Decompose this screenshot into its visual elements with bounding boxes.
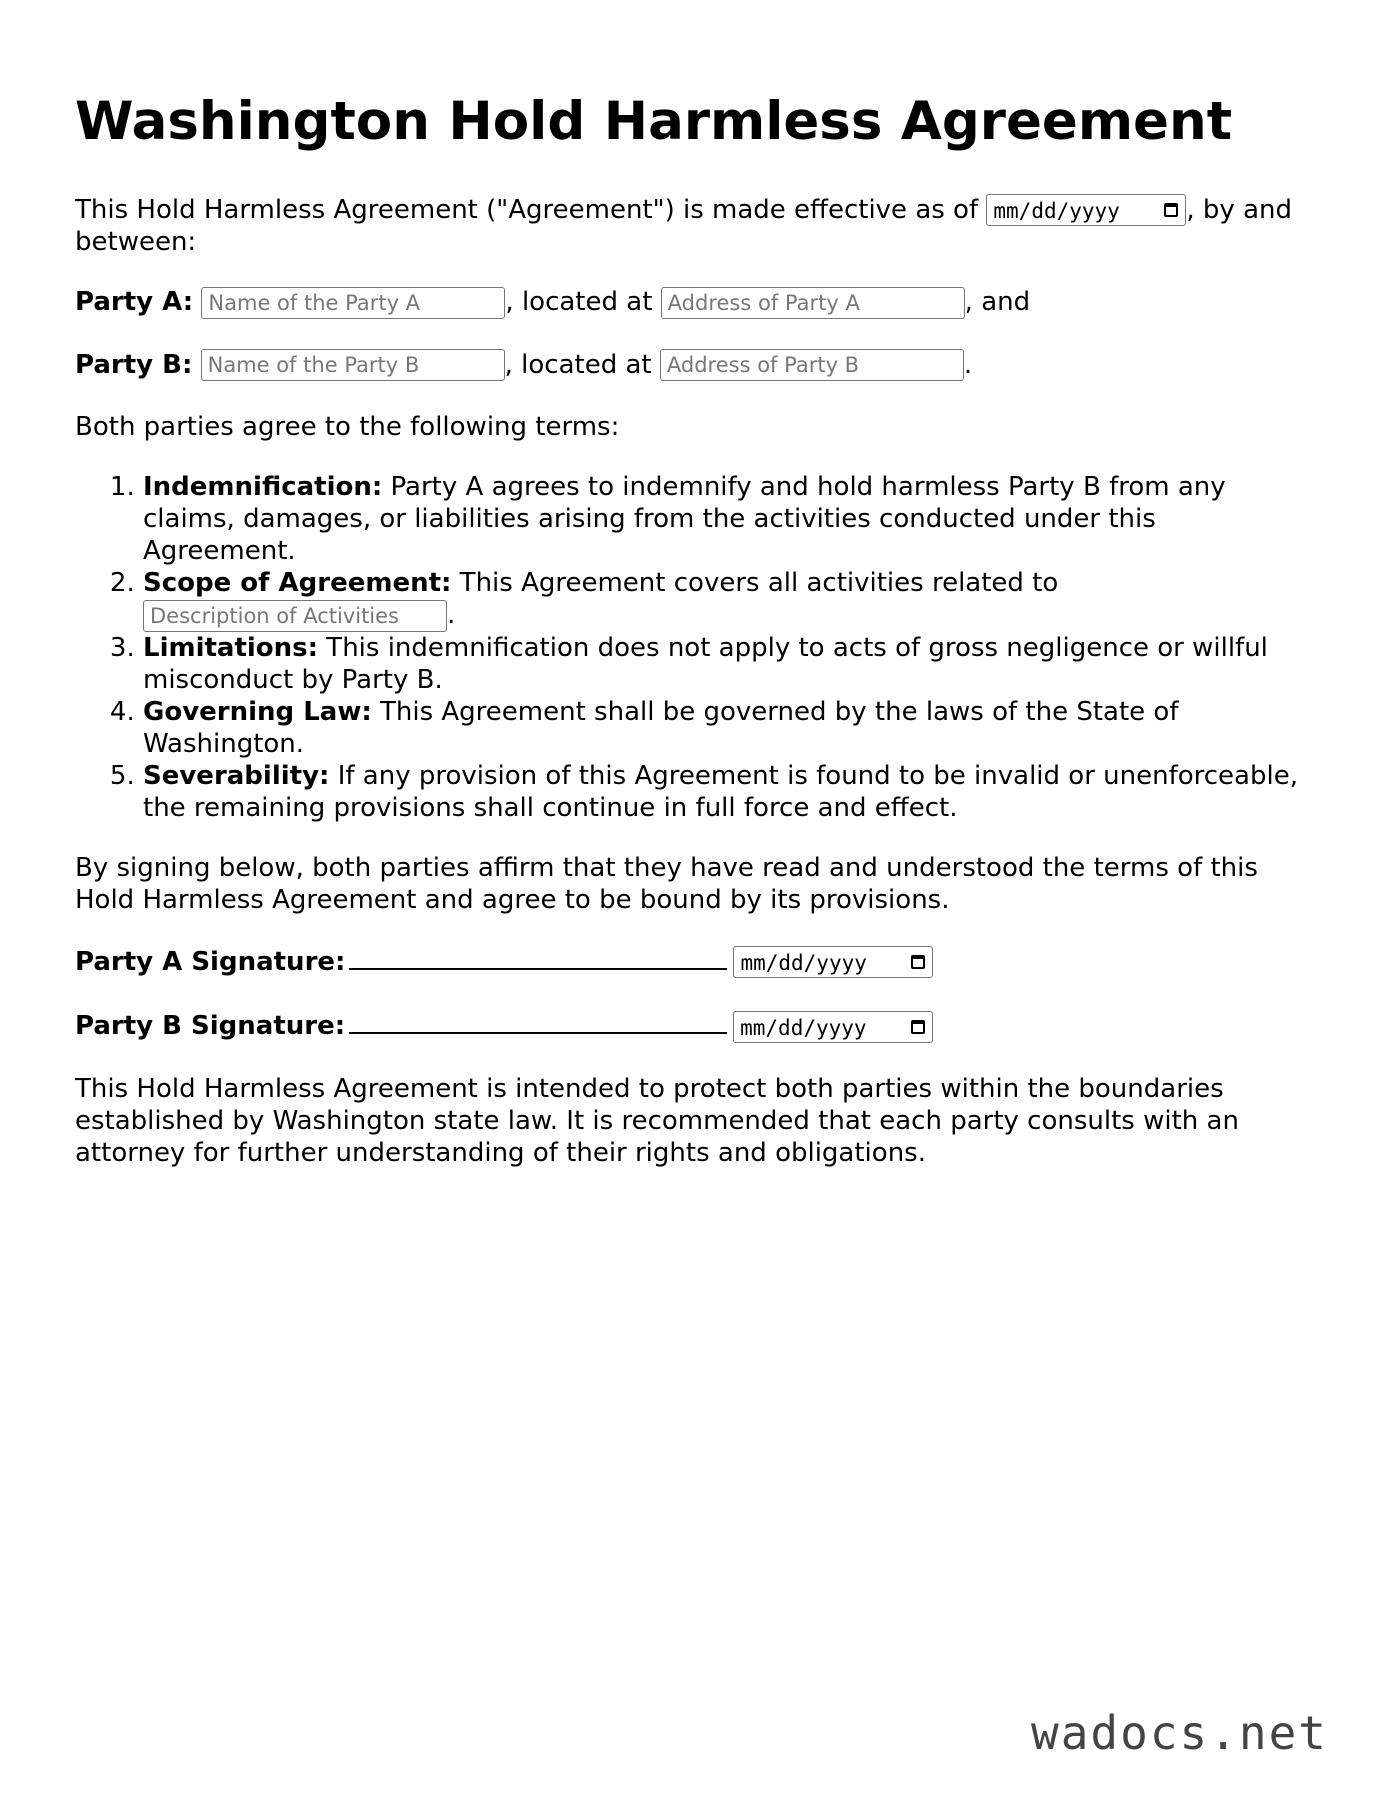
intro-paragraph — [75, 194, 1315, 259]
document-title: Washington Hold Harmless Agreement — [75, 91, 1233, 152]
party-b-signature-date-input[interactable] — [733, 1011, 933, 1043]
party-b-name-input[interactable] — [201, 349, 505, 381]
party-b-address-input[interactable] — [660, 349, 964, 381]
date-placeholder: mm/dd/yyyy — [740, 951, 867, 976]
intro-text: This Hold Harmless Agreement ("Agreement") is made effective as of — [75, 194, 979, 225]
term-text: This Agreement covers all activities related to — [451, 568, 1059, 599]
party-a-suffix: , and — [964, 287, 1031, 318]
agreement-page — [75, 90, 1315, 1197]
term-text: If any provision of this Agreement is found to be invalid or unenforceable, the remaining provisions shall continue in full force and effect. — [143, 760, 1298, 823]
party-a-located-at: , located at — [505, 287, 653, 318]
party-b-signature-line — [75, 1008, 1315, 1043]
activities-description-input[interactable] — [143, 600, 447, 632]
term-heading: Severability: — [143, 760, 330, 791]
terms-intro: Both parties agree to the following terms: — [75, 412, 620, 443]
intro-text-end: , by and between: — [75, 194, 1292, 258]
effective-date-placeholder: mm/dd/yyyy — [993, 199, 1120, 224]
party-a-name-input[interactable] — [201, 287, 505, 319]
party-a-signature-blank — [349, 944, 727, 970]
calendar-icon[interactable] — [911, 1020, 925, 1034]
calendar-icon[interactable] — [911, 955, 925, 969]
terms-list — [75, 471, 1315, 824]
term-text: This Agreement shall be governed by the laws of the State of Washington. — [143, 696, 1179, 759]
affirmation-paragraph: By signing below, both parties affirm that they have read and understood the terms of this Hold Harmless Agreement and agree to be bound by its provisions. — [75, 852, 1258, 915]
calendar-icon[interactable] — [1164, 203, 1178, 217]
party-a-line — [75, 286, 1315, 319]
party-b-signature-label: Party B Signature: — [75, 1011, 346, 1042]
term-severability — [143, 760, 1315, 824]
term-governing-law — [143, 696, 1315, 760]
date-placeholder: mm/dd/yyyy — [740, 1015, 867, 1040]
term-text: Party A agrees to indemnify and hold harmless Party B from any claims, damages, or liabilities arising from the activities conducted under this Agreement. — [143, 472, 1226, 567]
party-a-signature-line — [75, 944, 1315, 979]
term-heading: Governing Law: — [143, 696, 372, 727]
party-a-address-input[interactable] — [661, 287, 965, 319]
term-heading: Indemnification: — [143, 472, 383, 503]
term-text: This indemnification does not apply to acts of gross negligence or willful misconduct by Party B. — [143, 632, 1268, 695]
party-b-line — [75, 349, 1315, 382]
term-limitations — [143, 632, 1315, 696]
brand-watermark: wadocs.net — [1031, 1706, 1328, 1760]
party-a-label: Party A: — [75, 287, 194, 318]
party-a-signature-date-input[interactable] — [733, 946, 933, 978]
term-heading: Scope of Agreement: — [143, 568, 452, 599]
term-indemnification — [143, 471, 1315, 567]
party-b-located-at: , located at — [504, 349, 652, 380]
effective-date-input[interactable] — [986, 194, 1186, 226]
party-b-signature-blank — [349, 1008, 727, 1034]
term-text-end: . — [447, 600, 456, 631]
term-heading: Limitations: — [143, 632, 319, 663]
closing-paragraph: This Hold Harmless Agreement is intended to protect both parties within the boundaries established by Washington state law. It is recommended that each party consults with an attorney for further understanding of their rights and obligations. — [75, 1073, 1239, 1168]
party-b-suffix: . — [963, 349, 973, 380]
party-a-signature-label: Party A Signature: — [75, 946, 346, 977]
term-scope — [143, 567, 1315, 632]
party-b-label: Party B: — [75, 349, 193, 380]
